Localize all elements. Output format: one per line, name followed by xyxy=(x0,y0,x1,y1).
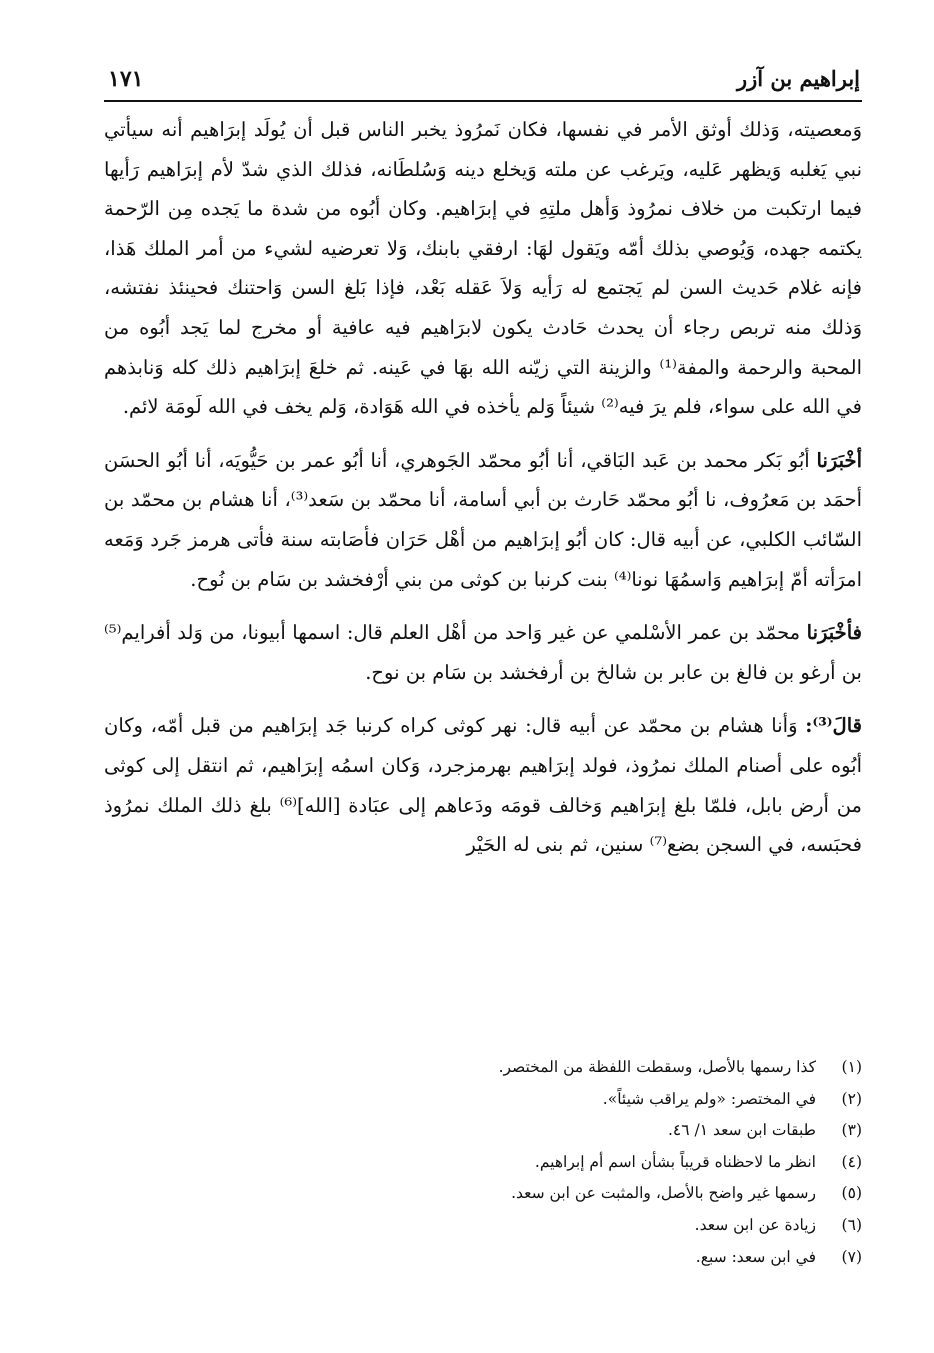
footnote-text: في ابن سعد: سبع. xyxy=(695,1247,816,1266)
footnote xyxy=(104,1210,862,1242)
paragraph xyxy=(104,110,862,427)
footnote xyxy=(104,1052,862,1084)
paragraph-text: محمّد بن عمر الأسْلمي عن غير وَاحد من أهْل العلم قال: اسمها أبيونا، من وَلد أفرايم⁽⁵⁾ بن أرغو بن فالغ بن عابر بن شالخ بن أرفخشد بن سَام بن نوح. xyxy=(104,621,862,684)
paragraph-lead: أخْبَرَنا xyxy=(816,448,862,472)
paragraph-text: وَمعصيته، وَذلك أوثق الأمر في نفسها، فكان نَمرُوذ يخبر الناس قبل أن يُولَد إبرَاهيم أنه سيأتي نبي يَغلبه وَيظهر عَليه، ويَرغب عن ملته وَيخلع دينه وَسُلطَانه، فذلك الذي شدّ لأم إبرَاهيم رَأيها فيما ارتكبت من خلاف نمرُوذ وَأهل ملتِهِ في إبرَاهيم. وكان أبُوه من شدة ما يَجده مِن الرّحمة يكتمه جهده، وَيُوصي بذلك أمّه ويَقول لهَا: ارفقي بابنك، وَلا تعرضيه لشيء من أمر الملك هَذا، فإنه غلام حَديث السن لم يَجتمع له رَأيه وَلاَ عَقله بَعْد، فإذا بَلغ السن وَاحتنك فحينئذ نفتشه، وَذلك منه تربص رجاء أن يحدث حَادث يكون لابرَاهيم فيه عافية أو مخرج لما يَجد أبُوه من المحبة والرحمة والمفة⁽¹⁾ والزينة التي زيّنه الله بهَا في عَينه. ثم خلعَ إبرَاهيم ذلك كله وَنابذهم في الله على سواء، فلم يرَ فيه⁽²⁾ شيئاً وَلم يأخذه في الله هَوَادة، وَلم يخف في الله لَومَة لائم. xyxy=(104,118,862,419)
footnote-text: رسمها غير واضح بالأصل، والمثبت عن ابن سعد. xyxy=(511,1184,816,1203)
paragraph-lead: قالَ⁽³⁾: xyxy=(805,714,862,738)
footnote-number: (١) xyxy=(841,1058,862,1076)
paragraph-lead: فأخْبَرَنا xyxy=(806,621,863,645)
book-page xyxy=(104,62,863,1266)
footnote-text: طبقات ابن سعد ١/ ٤٦. xyxy=(667,1121,816,1140)
footnote xyxy=(104,1115,862,1147)
footnote-number: (٦) xyxy=(841,1215,862,1234)
footnote xyxy=(104,1178,862,1210)
footnote-number: (٥) xyxy=(841,1184,862,1203)
footnote-number: (٤) xyxy=(841,1152,862,1171)
running-title: إبراهيم بن آزر xyxy=(736,66,860,91)
paragraph-text: وَأنا هشام بن محمّد عن أبيه قال: نهر كوثى كراه كرنبا جَد إبرَاهيم من قبل أمّه، وكان أبُوه على أصنام الملك نمرُوذ، فولد إبرَاهيم بهرمزجرد، وَكان اسمُه إبرَاهيم، ثم انتقل إلى كوثى من أرض بابل، فلمّا بلغ إبرَاهيم وَخالف قومَه ودَعاهم إلى عبَادة [الله]⁽⁶⁾ بلغ ذلك الملك نمرُوذ فحبَسه، في السجن بضع⁽⁷⁾ سنين، ثم بنى له الحَيْر xyxy=(104,714,862,857)
page-number: ١٧١ xyxy=(108,66,144,92)
footnote-text: انظر ما لاحظناه قريباً بشأن اسم أم إبراهيم. xyxy=(534,1152,816,1171)
footnote xyxy=(104,1084,862,1116)
footnote xyxy=(104,1147,862,1179)
footnote-number: (٣) xyxy=(841,1121,862,1140)
footnote-text: زيادة عن ابن سعد. xyxy=(694,1215,816,1234)
footnote-text: في المختصر: «ولم يراقب شيئاً». xyxy=(602,1089,816,1108)
footnote xyxy=(104,1242,862,1274)
paragraph-text: أبُو بَكر محمد بن عَبد البَاقي، أنا أبُو محمّد الجَوهري، أنا أبُو عمر بن حَيُّويَه، أنا أبُو الحسَن أحمَد بن مَعرُوف، نا أبُو محمّد حَارث بن أبي أسامة، أنا محمّد بن سَعد⁽³⁾، أنا هشام بن محمّد بن السّائب الكلبي، عن أبيه قال: كان أبُو إبرَاهيم من أهْل حَرَان فأصَابته سنة فأتى هرمز جَرد وَمَعه امرَأته أمّ إبرَاهيم وَاسمُهَا نونا⁽⁴⁾ بنت كرنبا بن كوثى من بني أرْفخشد بن سَام بن نُوح. xyxy=(104,448,862,591)
body-text xyxy=(104,110,862,865)
paragraph xyxy=(104,706,862,864)
footnote-text: كذا رسمها بالأصل، وسقطت اللفظة من المختصر. xyxy=(498,1058,816,1076)
footnotes xyxy=(104,1052,862,1273)
footnote-number: (٢) xyxy=(841,1089,862,1108)
footnote-number: (٧) xyxy=(841,1247,862,1266)
paragraph xyxy=(104,613,862,692)
paragraph xyxy=(104,441,862,599)
page-header xyxy=(104,62,862,102)
